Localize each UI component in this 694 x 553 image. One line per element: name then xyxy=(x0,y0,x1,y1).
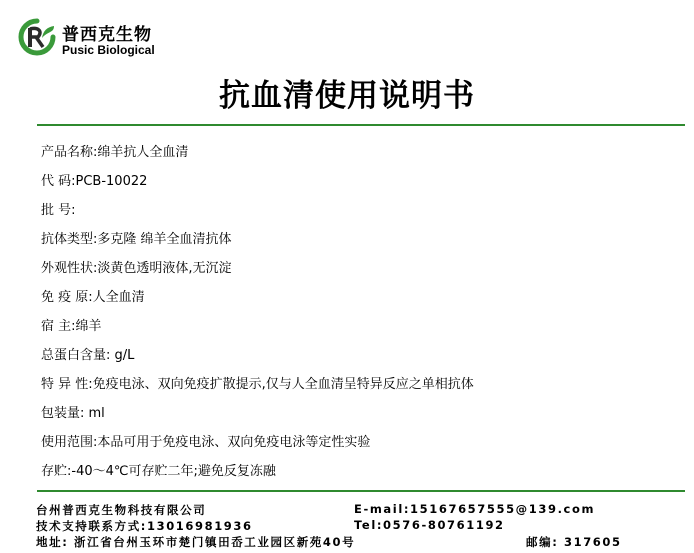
company-logo xyxy=(18,18,168,60)
footer-postcode: 邮编: 317605 xyxy=(526,535,622,549)
footer-company: 台州普西克生物科技有限公司 xyxy=(36,503,207,517)
logo-name-cn: 普西克生物 xyxy=(62,25,152,45)
field-usage-scope: 使用范围:本品可用于免疫电泳、双向免疫电泳等定性实验 xyxy=(41,435,371,450)
header-divider xyxy=(37,124,685,126)
field-host: 宿 主:绵羊 xyxy=(41,319,102,334)
footer-support: 技术支持联系方式:13016981936 xyxy=(36,519,253,533)
field-storage: 存贮:-40～4℃可存贮二年;避免反复冻融 xyxy=(41,464,276,479)
footer-email: E-mail:15167657555@139.com xyxy=(354,502,596,516)
field-specificity: 特 异 性:免疫电泳、双向免疫扩散提示,仅与人全血清呈特异反应之单相抗体 xyxy=(41,377,474,392)
field-immunogen: 免 疫 原:人全血清 xyxy=(41,290,145,305)
product-fields xyxy=(41,139,681,487)
field-code: 代 码:PCB-10022 xyxy=(41,174,148,189)
footer-address: 地址: 浙江省台州玉环市楚门镇田岙工业园区新苑40号 xyxy=(36,535,356,549)
field-antibody-type: 抗体类型:多克隆 绵羊全血清抗体 xyxy=(41,232,232,247)
footer-divider xyxy=(37,490,685,492)
field-appearance: 外观性状:淡黄色透明液体,无沉淀 xyxy=(41,261,232,276)
footer-tel: Tel:0576-80761192 xyxy=(354,518,505,532)
field-product-name: 产品名称:绵羊抗人全血清 xyxy=(41,145,189,160)
field-package-volume: 包装量: ml xyxy=(41,406,105,421)
field-total-protein: 总蛋白含量: g/L xyxy=(41,348,135,363)
logo-name-en: Pusic Biological xyxy=(62,43,155,57)
field-batch-number: 批 号: xyxy=(41,203,76,218)
document-title: 抗血清使用说明书 xyxy=(219,78,475,114)
leaf-logo-icon xyxy=(18,18,56,56)
